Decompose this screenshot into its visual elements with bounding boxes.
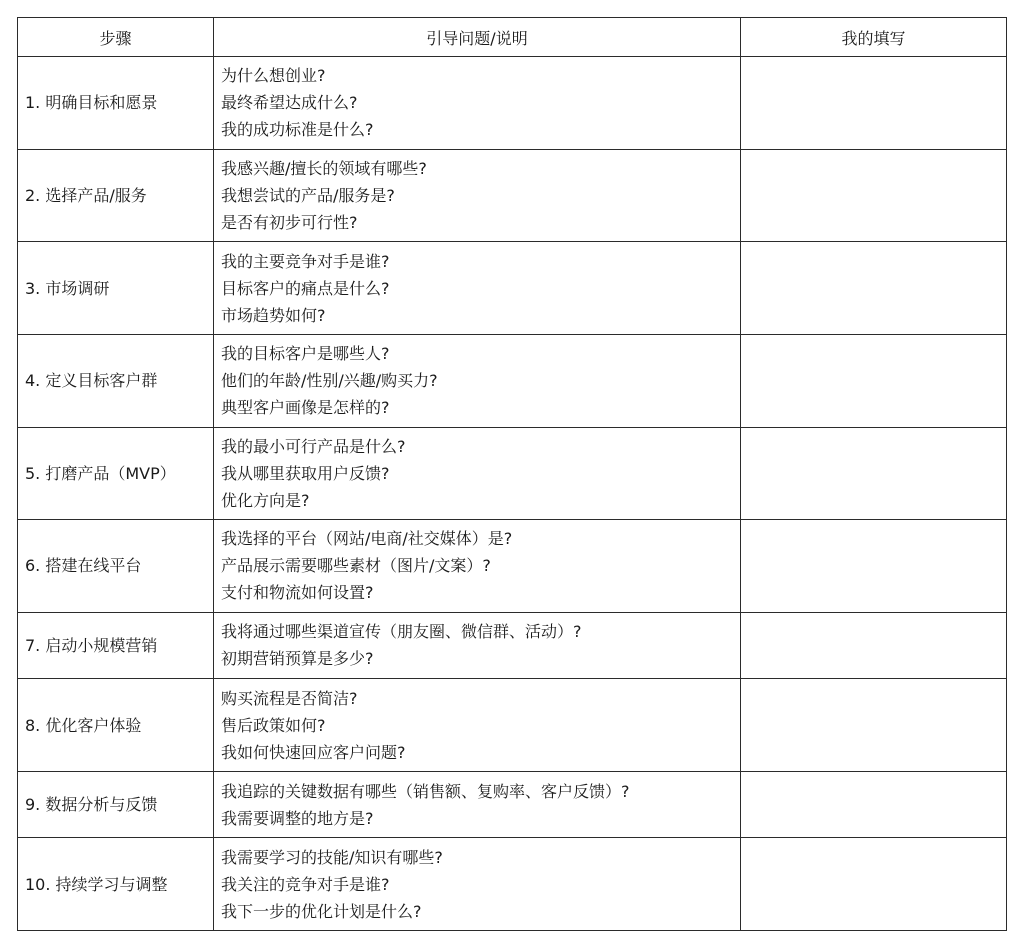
guide-cell — [214, 520, 741, 613]
guide-cell — [214, 334, 741, 427]
step-label: 2. 选择产品/服务 — [18, 149, 214, 242]
guide-cell — [214, 771, 741, 837]
guide-question: 市场趋势如何? — [221, 305, 326, 325]
worksheet — [17, 17, 1006, 931]
guide-question: 售后政策如何? — [221, 715, 326, 735]
guide-cell — [214, 57, 741, 150]
step-label: 6. 搭建在线平台 — [18, 520, 214, 613]
guide-question: 我需要学习的技能/知识有哪些? — [221, 847, 443, 867]
guide-cell — [214, 612, 741, 678]
answer-field[interactable] — [741, 520, 1007, 613]
step-label: 7. 启动小规模营销 — [18, 612, 214, 678]
answer-field[interactable] — [741, 334, 1007, 427]
guide-question: 我关注的竞争对手是谁? — [221, 874, 390, 894]
table-row — [18, 242, 1007, 335]
startup-plan-table — [17, 17, 1007, 931]
guide-cell — [214, 427, 741, 520]
guide-question: 典型客户画像是怎样的? — [221, 398, 390, 418]
guide-cell — [214, 242, 741, 335]
guide-question: 初期营销预算是多少? — [221, 649, 374, 669]
header-answer: 我的填写 — [741, 18, 1007, 57]
table-row — [18, 149, 1007, 242]
table-row — [18, 334, 1007, 427]
step-label: 9. 数据分析与反馈 — [18, 771, 214, 837]
guide-question: 我从哪里获取用户反馈? — [221, 463, 390, 483]
answer-field[interactable] — [741, 149, 1007, 242]
guide-question: 我追踪的关键数据有哪些（销售额、复购率、客户反馈）? — [221, 781, 630, 801]
guide-question: 产品展示需要哪些素材（图片/文案）? — [221, 556, 491, 576]
answer-field[interactable] — [741, 771, 1007, 837]
guide-question: 我的目标客户是哪些人? — [221, 344, 390, 364]
answer-field[interactable] — [741, 57, 1007, 150]
table-row — [18, 427, 1007, 520]
guide-question: 我的成功标准是什么? — [221, 120, 374, 140]
table-row — [18, 520, 1007, 613]
guide-question: 目标客户的痛点是什么? — [221, 278, 390, 298]
guide-question: 我需要调整的地方是? — [221, 808, 374, 828]
table-row — [18, 771, 1007, 837]
guide-cell — [214, 838, 741, 931]
table-row — [18, 679, 1007, 772]
guide-question: 我想尝试的产品/服务是? — [221, 185, 395, 205]
guide-question: 我选择的平台（网站/电商/社交媒体）是? — [221, 529, 513, 549]
guide-cell — [214, 679, 741, 772]
guide-question: 我如何快速回应客户问题? — [221, 742, 406, 762]
answer-field[interactable] — [741, 838, 1007, 931]
answer-field[interactable] — [741, 679, 1007, 772]
guide-question: 我的主要竞争对手是谁? — [221, 251, 390, 271]
table-row — [18, 612, 1007, 678]
step-label: 3. 市场调研 — [18, 242, 214, 335]
table-row — [18, 57, 1007, 150]
header-guide: 引导问题/说明 — [214, 18, 741, 57]
step-label: 1. 明确目标和愿景 — [18, 57, 214, 150]
guide-question: 他们的年龄/性别/兴趣/购买力? — [221, 371, 438, 391]
guide-question: 优化方向是? — [221, 490, 310, 510]
guide-question: 我下一步的优化计划是什么? — [221, 901, 422, 921]
step-label: 10. 持续学习与调整 — [18, 838, 214, 931]
guide-question: 我将通过哪些渠道宣传（朋友圈、微信群、活动）? — [221, 622, 582, 642]
header-step: 步骤 — [18, 18, 214, 57]
guide-question: 支付和物流如何设置? — [221, 583, 374, 603]
step-label: 8. 优化客户体验 — [18, 679, 214, 772]
guide-question: 我感兴趣/擅长的领域有哪些? — [221, 158, 427, 178]
answer-field[interactable] — [741, 612, 1007, 678]
step-label: 4. 定义目标客户群 — [18, 334, 214, 427]
step-label: 5. 打磨产品（MVP） — [18, 427, 214, 520]
guide-question: 购买流程是否简洁? — [221, 688, 358, 708]
guide-question: 是否有初步可行性? — [221, 212, 358, 232]
guide-question: 我的最小可行产品是什么? — [221, 436, 406, 456]
answer-field[interactable] — [741, 427, 1007, 520]
header-row — [18, 18, 1007, 57]
answer-field[interactable] — [741, 242, 1007, 335]
guide-question: 最终希望达成什么? — [221, 93, 358, 113]
table-row — [18, 838, 1007, 931]
guide-question: 为什么想创业? — [221, 66, 326, 86]
guide-cell — [214, 149, 741, 242]
